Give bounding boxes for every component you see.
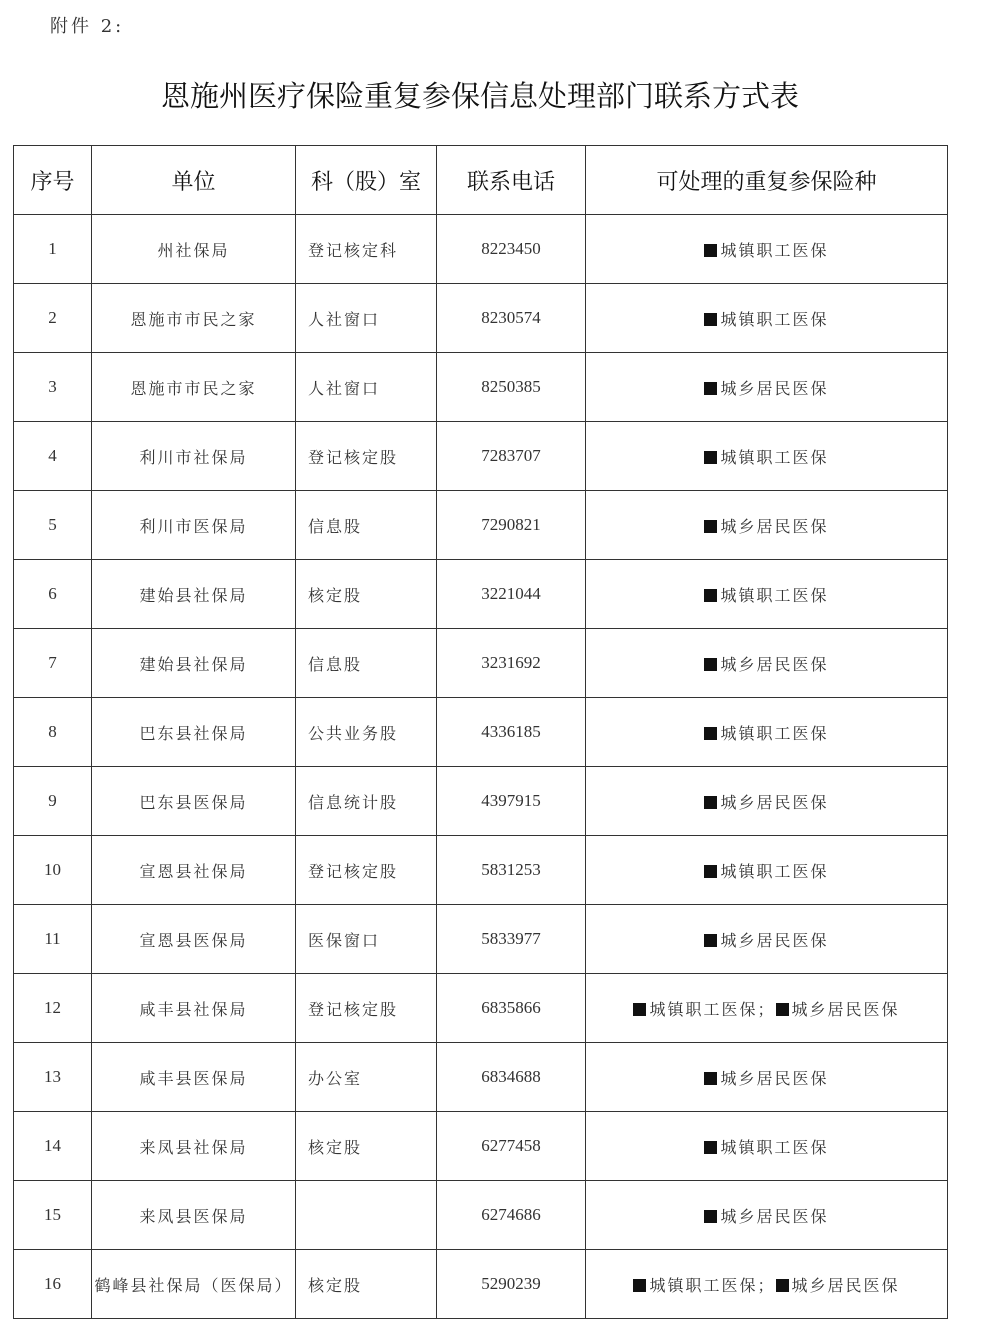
black-square-icon: [704, 520, 717, 533]
phone-number: 3221044: [437, 560, 586, 629]
black-square-icon: [704, 451, 717, 464]
table-row: [14, 422, 948, 491]
insurance-type-label: 城乡居民医保: [720, 516, 829, 536]
table-row: [14, 698, 948, 767]
row-number: 4: [14, 422, 92, 491]
row-number: 7: [14, 629, 92, 698]
department: 医保窗口: [296, 905, 437, 974]
unit-name: 恩施市市民之家: [92, 353, 296, 422]
black-square-icon: [776, 1279, 789, 1292]
insurance-types: [586, 767, 948, 836]
row-number: 15: [14, 1181, 92, 1250]
department: 登记核定股: [296, 974, 437, 1043]
department: 信息股: [296, 491, 437, 560]
unit-name: 来凤县医保局: [92, 1181, 296, 1250]
row-number: 2: [14, 284, 92, 353]
unit-name: 利川市社保局: [92, 422, 296, 491]
black-square-icon: [704, 727, 717, 740]
type-separator: ；: [757, 999, 776, 1019]
unit-name: 咸丰县社保局: [92, 974, 296, 1043]
unit-name: 州社保局: [92, 215, 296, 284]
row-number: 6: [14, 560, 92, 629]
table-row: [14, 836, 948, 905]
insurance-type-label: 城镇职工医保: [720, 447, 829, 467]
table-row: [14, 560, 948, 629]
insurance-type-label: 城乡居民医保: [720, 654, 829, 674]
insurance-types: [586, 284, 948, 353]
insurance-types: [586, 629, 948, 698]
insurance-types: [586, 353, 948, 422]
insurance-type-label: 城乡居民医保: [720, 1206, 829, 1226]
table-row: [14, 767, 948, 836]
department: 核定股: [296, 560, 437, 629]
table-row: [14, 974, 948, 1043]
insurance-type-label: 城镇职工医保: [720, 585, 829, 605]
table-row: [14, 353, 948, 422]
insurance-types: [586, 422, 948, 491]
department: 人社窗口: [296, 284, 437, 353]
department: 登记核定股: [296, 836, 437, 905]
insurance-type-label: 城乡居民医保: [720, 1068, 829, 1088]
department: 信息统计股: [296, 767, 437, 836]
insurance-types: [586, 974, 948, 1043]
black-square-icon: [776, 1003, 789, 1016]
insurance-types: [586, 1250, 948, 1319]
insurance-type-label: 城乡居民医保: [720, 378, 829, 398]
insurance-types: [586, 836, 948, 905]
phone-number: 6277458: [437, 1112, 586, 1181]
department: 人社窗口: [296, 353, 437, 422]
unit-name: 来凤县社保局: [92, 1112, 296, 1181]
insurance-types: [586, 215, 948, 284]
unit-name: 恩施市市民之家: [92, 284, 296, 353]
unit-name: 建始县社保局: [92, 560, 296, 629]
black-square-icon: [633, 1003, 646, 1016]
table-row: [14, 1181, 948, 1250]
row-number: 10: [14, 836, 92, 905]
insurance-types: [586, 698, 948, 767]
black-square-icon: [704, 382, 717, 395]
department: 核定股: [296, 1250, 437, 1319]
row-number: 12: [14, 974, 92, 1043]
table-body: [14, 215, 948, 1319]
phone-number: 3231692: [437, 629, 586, 698]
table-row: [14, 1250, 948, 1319]
row-number: 16: [14, 1250, 92, 1319]
phone-number: 5833977: [437, 905, 586, 974]
department: 登记核定科: [296, 215, 437, 284]
black-square-icon: [704, 1210, 717, 1223]
insurance-type-label: 城镇职工医保: [720, 240, 829, 260]
table-row: [14, 491, 948, 560]
insurance-type-label: 城乡居民医保: [791, 1275, 900, 1295]
table-row: [14, 1043, 948, 1112]
insurance-type-label: 城乡居民医保: [791, 999, 900, 1019]
table-row: [14, 215, 948, 284]
insurance-type-label: 城镇职工医保: [720, 1137, 829, 1157]
row-number: 13: [14, 1043, 92, 1112]
phone-number: 7290821: [437, 491, 586, 560]
phone-number: 5831253: [437, 836, 586, 905]
department: 公共业务股: [296, 698, 437, 767]
header-unit: 单位: [92, 146, 296, 215]
black-square-icon: [704, 313, 717, 326]
black-square-icon: [704, 589, 717, 602]
insurance-type-label: 城镇职工医保: [649, 1275, 758, 1295]
department: [296, 1181, 437, 1250]
black-square-icon: [704, 796, 717, 809]
phone-number: 7283707: [437, 422, 586, 491]
unit-name: 巴东县医保局: [92, 767, 296, 836]
black-square-icon: [704, 934, 717, 947]
phone-number: 4336185: [437, 698, 586, 767]
department: 信息股: [296, 629, 437, 698]
phone-number: 8250385: [437, 353, 586, 422]
header-no: 序号: [14, 146, 92, 215]
unit-name: 宣恩县社保局: [92, 836, 296, 905]
row-number: 14: [14, 1112, 92, 1181]
department: 登记核定股: [296, 422, 437, 491]
insurance-type-label: 城镇职工医保: [720, 723, 829, 743]
department: 办公室: [296, 1043, 437, 1112]
row-number: 5: [14, 491, 92, 560]
row-number: 1: [14, 215, 92, 284]
phone-number: 4397915: [437, 767, 586, 836]
phone-number: 8223450: [437, 215, 586, 284]
document-title: 恩施州医疗保险重复参保信息处理部门联系方式表: [160, 79, 799, 113]
insurance-types: [586, 905, 948, 974]
row-number: 11: [14, 905, 92, 974]
unit-name: 建始县社保局: [92, 629, 296, 698]
unit-name: 咸丰县医保局: [92, 1043, 296, 1112]
black-square-icon: [704, 865, 717, 878]
table-row: [14, 1112, 948, 1181]
insurance-types: [586, 560, 948, 629]
insurance-types: [586, 491, 948, 560]
phone-number: 5290239: [437, 1250, 586, 1319]
black-square-icon: [633, 1279, 646, 1292]
phone-number: 6274686: [437, 1181, 586, 1250]
type-separator: ；: [757, 1275, 776, 1295]
table-row: [14, 284, 948, 353]
unit-name: 利川市医保局: [92, 491, 296, 560]
insurance-type-label: 城镇职工医保: [720, 861, 829, 881]
insurance-type-label: 城镇职工医保: [720, 309, 829, 329]
row-number: 8: [14, 698, 92, 767]
insurance-type-label: 城镇职工医保: [649, 999, 758, 1019]
insurance-type-label: 城乡居民医保: [720, 792, 829, 812]
contact-table: [13, 145, 948, 1319]
insurance-types: [586, 1043, 948, 1112]
header-dept: 科（股）室: [296, 146, 437, 215]
insurance-type-label: 城乡居民医保: [720, 930, 829, 950]
black-square-icon: [704, 1072, 717, 1085]
phone-number: 6835866: [437, 974, 586, 1043]
unit-name: 鹤峰县社保局（医保局）: [92, 1250, 296, 1319]
table-row: [14, 629, 948, 698]
unit-name: 宣恩县医保局: [92, 905, 296, 974]
phone-number: 6834688: [437, 1043, 586, 1112]
department: 核定股: [296, 1112, 437, 1181]
insurance-types: [586, 1112, 948, 1181]
insurance-types: [586, 1181, 948, 1250]
unit-name: 巴东县社保局: [92, 698, 296, 767]
attachment-label: 附件 2:: [50, 16, 125, 37]
row-number: 9: [14, 767, 92, 836]
black-square-icon: [704, 1141, 717, 1154]
table-row: [14, 905, 948, 974]
phone-number: 8230574: [437, 284, 586, 353]
header-insurance-types: 可处理的重复参保险种: [586, 146, 948, 215]
black-square-icon: [704, 244, 717, 257]
black-square-icon: [704, 658, 717, 671]
header-phone: 联系电话: [437, 146, 586, 215]
table-header-row: [14, 146, 948, 215]
row-number: 3: [14, 353, 92, 422]
